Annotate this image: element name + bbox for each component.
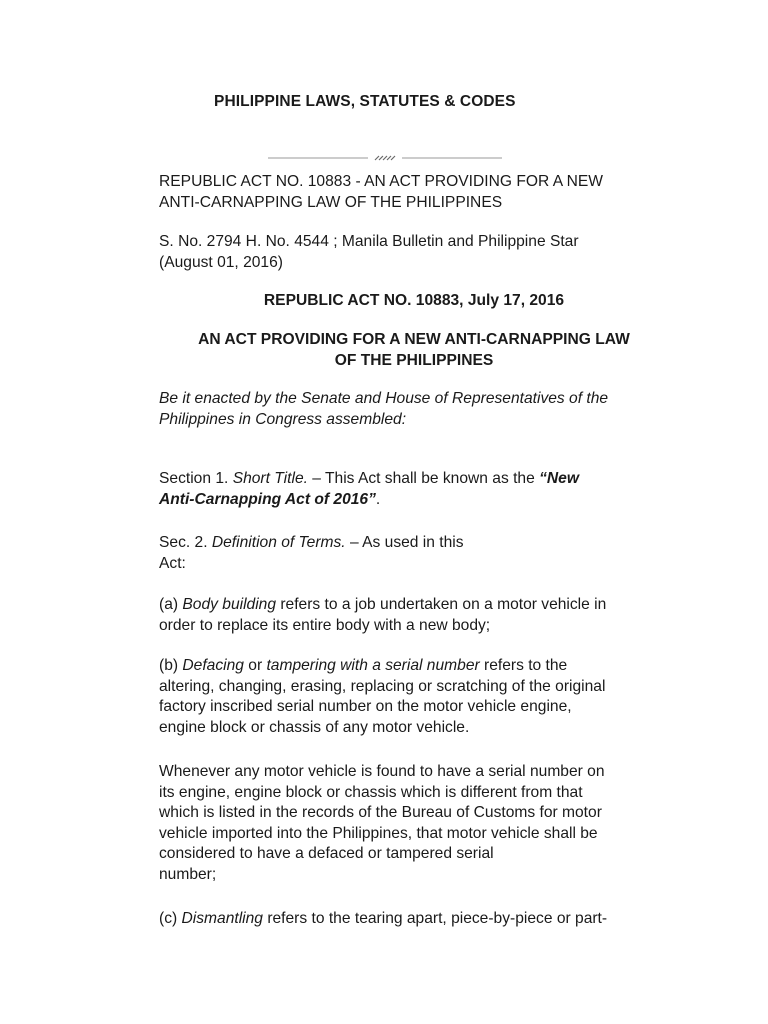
term-defacing: Defacing bbox=[182, 657, 244, 674]
act-title: AN ACT PROVIDING FOR A NEW ANTI-CARNAPPING LAW OF THE PHILIPPINES bbox=[198, 331, 630, 369]
section-1-label: Section 1. bbox=[159, 470, 233, 487]
definition-c: (c) Dismantling refers to the tearing apart, piece-by-piece or part- bbox=[159, 910, 608, 927]
section-2-term: Definition of Terms. bbox=[211, 534, 346, 551]
act-source: S. No. 2794 H. No. 4544 ; Manila Bulletin and Philippine Star (August 01, 2016) bbox=[159, 233, 579, 271]
whenever-paragraph: Whenever any motor vehicle is found to have a serial number on its engine, engine block or chassis which is different from that which is listed in the records of the Bureau of Customs for motor vehicle imported into the Philippines, that motor vehicle shall be considered to have a defaced or tampered serial number; bbox=[159, 763, 605, 883]
term-dismantling: Dismantling bbox=[181, 910, 263, 927]
term-tampering: tampering with a serial number bbox=[266, 657, 480, 674]
ornamental-divider bbox=[268, 151, 502, 165]
section-1-term: Short Title. bbox=[232, 470, 308, 487]
definition-a: (a) Body building refers to a job undertaken on a motor vehicle in order to replace its entire body with a new body; bbox=[159, 596, 607, 634]
term-body-building: Body building bbox=[182, 596, 277, 613]
section-2-label: Sec. 2. bbox=[159, 534, 212, 551]
section-1: Section 1. Short Title. – This Act shall be known as the “New Anti-Carnapping Act of 2016”. bbox=[159, 470, 579, 508]
act-heading: REPUBLIC ACT NO. 10883 - AN ACT PROVIDING FOR A NEW ANTI-CARNAPPING LAW OF THE PHILIPPINES bbox=[159, 173, 603, 211]
act-number-date: REPUBLIC ACT NO. 10883, July 17, 2016 bbox=[263, 292, 565, 309]
site-title: PHILIPPINE LAWS, STATUTES & CODES bbox=[214, 93, 516, 110]
definition-b: (b) Defacing or tampering with a serial number refers to the altering, changing, erasing, replacing or scratching of the original factory inscribed serial number on the motor vehicle engine, engine block or chassis of any motor vehicle. bbox=[159, 657, 606, 736]
section-2: Sec. 2. Definition of Terms. – As used in this Act: bbox=[159, 534, 464, 572]
enacting-clause: Be it enacted by the Senate and House of Representatives of the Philippines in Congress assembled: bbox=[159, 390, 609, 428]
